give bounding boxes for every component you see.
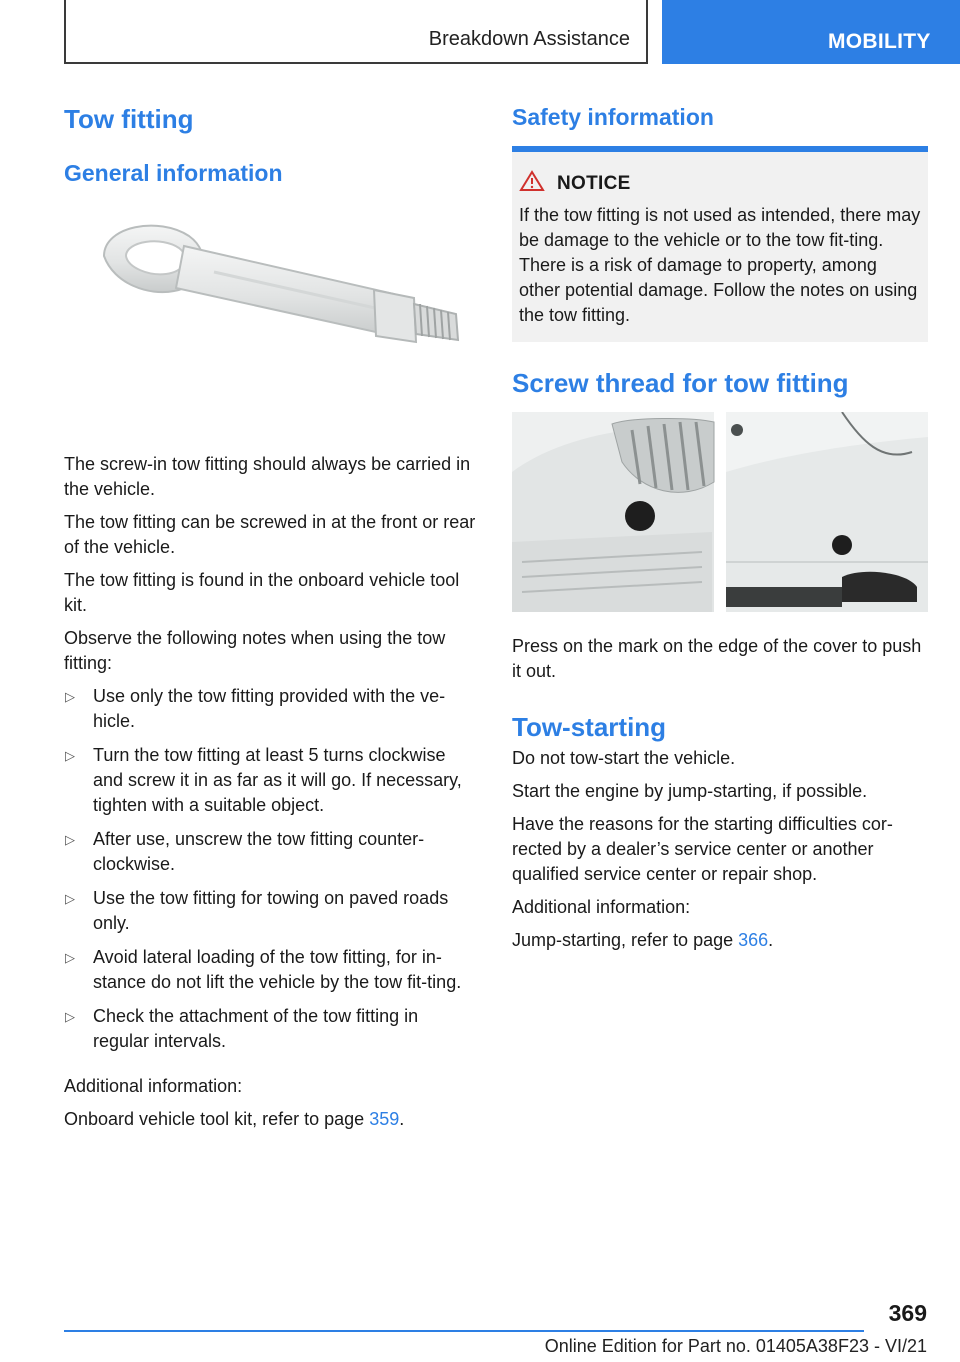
list-item [64,743,478,818]
screw-thread-title: Screw thread for tow fitting [512,368,849,398]
reference-text: Onboard vehicle tool kit, refer to page [64,1109,370,1129]
paragraph-tool-kit: The tow fitting is found in the onboard vehicle tool kit. [64,570,460,615]
reference-text: Jump-starting, refer to page [512,930,739,950]
notes-list [64,684,478,1054]
jump-starting-reference [512,928,928,953]
tow-start-paragraph-1: Do not tow-start the vehicle. [512,748,736,768]
header-section-title: Breakdown Assistance [428,28,630,50]
section-title-tow-fitting: Tow fitting [64,104,194,134]
safety-information-title: Safety information [512,104,714,130]
page-link-366[interactable]: 366 [738,930,769,950]
notice-text: If the tow fitting is not used as intended, there may be damage to the vehicle or to the tow fit‐ting. There is a risk of damage to property, among other potential damage. Follow the notes on using the tow fitting. [519,205,921,325]
subsection-title-general-info: General information [64,160,283,186]
screw-thread-text: Press on the mark on the edge of the cover to push it out. [512,636,922,681]
triangle-right-icon: ▷ [65,950,75,965]
tow-starting-title: Tow-starting [512,712,667,742]
triangle-right-icon: ▷ [65,832,75,847]
screw-thread-image [512,412,928,612]
paragraph-carry-fitting: The screw-in tow fitting should always be carried in the vehicle. [64,454,471,499]
warning-triangle-icon [519,170,545,197]
header-chapter-tab: MOBILITY [662,0,960,64]
list-item-text: Use the tow fitting for towing on paved roads only. [93,888,449,933]
reference-end: . [399,1109,405,1129]
notice-header [519,170,921,197]
list-item [64,886,478,936]
page-number: 369 [888,1300,927,1326]
tow-start-paragraph-4: Additional information: [512,897,691,917]
tow-fitting-image [64,206,478,436]
list-item-text: After use, unscrew the tow fitting counter‐clockwise. [93,829,425,874]
tow-start-paragraph-2: Start the engine by jump-starting, if possible. [512,781,868,801]
list-item [64,945,478,995]
paragraph-screw-front-rear: The tow fitting can be screwed in at the front or rear of the vehicle. [64,512,476,557]
list-item-text: Avoid lateral loading of the tow fitting, for in‐stance do not lift the vehicle by the tow fit‐ting. [93,947,462,992]
paragraph-observe-notes: Observe the following notes when using the tow fitting: [64,628,446,673]
list-item-text: Turn the tow fitting at least 5 turns clockwise and screw it in as far as it will go. If necessary, tighten with a suitable object. [93,745,462,815]
notice-label: NOTICE [557,172,631,194]
reference-end: . [768,930,774,950]
list-item-text: Use only the tow fitting provided with the ve‐hicle. [93,686,446,731]
footer-rule [64,1330,864,1332]
additional-info-label: Additional information: [64,1076,243,1096]
triangle-right-icon: ▷ [65,748,75,763]
page-link-359[interactable]: 359 [369,1109,400,1129]
triangle-right-icon: ▷ [65,689,75,704]
list-item [64,827,478,877]
list-item-text: Check the attachment of the tow fitting in regular intervals. [93,1006,419,1051]
tow-start-paragraph-3: Have the reasons for the starting difficulties cor‐rected by a dealer’s service center or another qualified service center or repair shop. [512,814,893,884]
triangle-right-icon: ▷ [65,1009,75,1024]
footer-edition: Online Edition for Part no. 01405A38F23 - VI/21 [544,1336,927,1356]
right-column [512,100,928,961]
list-item [64,1004,478,1054]
triangle-right-icon: ▷ [65,891,75,906]
notice-box [512,152,928,342]
list-item [64,684,478,734]
left-column [64,100,478,1140]
tool-kit-reference [64,1107,478,1132]
